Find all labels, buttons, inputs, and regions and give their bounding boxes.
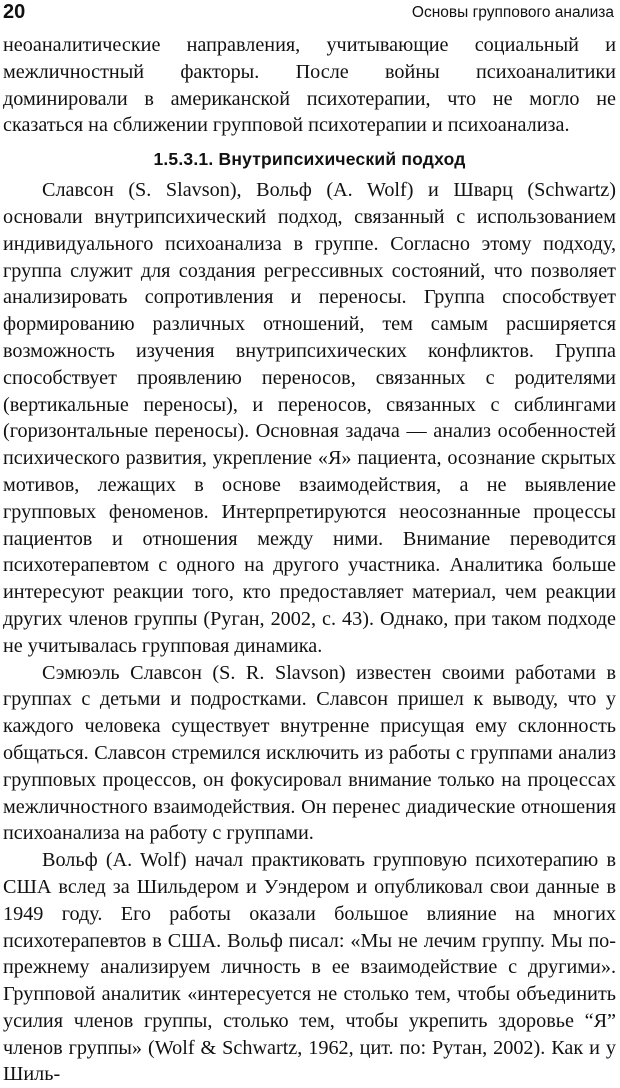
intro-paragraph: неоаналитические направления, учитывающие социальный и межличностный факторы. После войны психоаналитики доминировали в американской психотерапии, что не могло не сказаться на сближении групповой психотерапии и психоанализа. (3, 34, 616, 137)
page-number: 20 (3, 1, 26, 23)
paragraph-wolf: Вольф (A. Wolf) начал практиковать групповую психотерапию в США вслед за Шильдером и Уэндером и опубликовал свои данные в 1949 году. Его работы оказали большое влияние на многих психотерапевтов в США. Вольф писал: «Мы не лечим группу. Мы по-прежнему анализируем личность в ее взаимодействие с другими». Групповой аналитик «интересуется не столько тем, чтобы объединить усилия членов группы, столько тем, чтобы укрепить здоровье “Я” членов группы» (Wolf & Schwartz, 1962, цит. по: Рутан, 2002). Как и у Шиль- (3, 849, 616, 1086)
paragraph-intrapsychic-approach: Славсон (S. Slavson), Вольф (A. Wolf) и Шварц (Schwartz) основали внутрипсихический подход, связанный с использованием индивидуального психоанализа в группе. Согласно этому подходу, группа служит для создания регрессивных состояний, что позволяет анализировать сопротивления и переносы. Группа способствует формированию различных отношений, тем самым расширяется возможность изучения внутрипсихических конфликтов. Группа способствует проявлению переносов, связанных с родителями (вертикальные переносы), и переносов, связанных с сиблингами (горизонтальные переносы). Основная задача — анализ особенностей психического развития, укрепление «Я» пациента, осознание скрытых мотивов, лежащих в основе взаимодействия, а не выявление групповых феноменов. Интерпретируются неосознанные процессы пациентов и отношения между ними. Внимание переводится психотерапевтом с одного на другого участника. Аналитика больше интересуют реакции того, кто предоставляет материал, чем реакции других членов группы (Руган, 2002, с. 43). Однако, при таком подходе не учитывалась групповая динамика. (3, 179, 616, 657)
section-subheading: 1.5.3.1. Внутрипсихический подход (153, 149, 466, 170)
running-head (3, 0, 616, 32)
running-title: Основы группового анализа (411, 4, 614, 21)
page-body (3, 32, 616, 1088)
paragraph-slavson: Сэмюэль Славсон (S. R. Slavson) известен своими работами в группах с детьми и подростками. Славсон пришел к выводу, что у каждого человека существует внутренне присущая ему склонность общаться. Славсон стремился исключить из работы с группами анализ групповых процессов, он фокусировал внимание только на процессах межличностного взаимодействия. Он перенес диадические отношения психоанализа на работу с группами. (3, 661, 616, 845)
